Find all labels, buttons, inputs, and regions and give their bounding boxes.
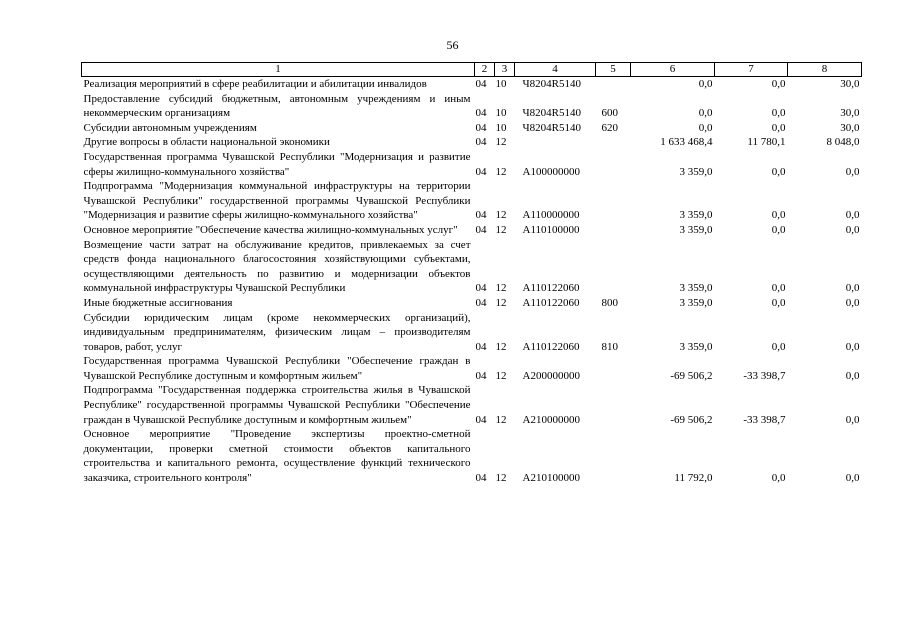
header-col-6: 6 bbox=[631, 63, 715, 77]
table-row bbox=[82, 223, 862, 238]
row-value-8: 30,0 bbox=[840, 78, 860, 90]
row-section: 04 bbox=[475, 209, 487, 222]
row-target-code: А110000000 bbox=[522, 209, 580, 222]
row-value-6: -69 506,2 bbox=[670, 369, 713, 382]
row-name: Основное мероприятие "Обеспечение качества жилищно-коммунальных услуг" bbox=[83, 223, 458, 236]
row-section: 04 bbox=[475, 136, 487, 149]
row-target-code: А100000000 bbox=[522, 165, 580, 178]
row-value-7: 0,0 bbox=[771, 165, 786, 178]
table-row bbox=[82, 311, 862, 355]
row-value-7: 0,0 bbox=[771, 209, 786, 222]
row-subsection: 10 bbox=[495, 78, 507, 90]
header-col-1: 1 bbox=[82, 63, 475, 77]
row-value-8: 30,0 bbox=[840, 107, 860, 120]
header-col-2: 2 bbox=[475, 63, 495, 77]
row-value-7: 0,0 bbox=[771, 223, 786, 236]
header-col-7: 7 bbox=[715, 63, 788, 77]
budget-table bbox=[81, 62, 862, 486]
row-value-8: 0,0 bbox=[845, 413, 860, 426]
row-value-6: 0,0 bbox=[698, 121, 713, 134]
row-value-7: 0,0 bbox=[771, 78, 786, 90]
page-number: 56 bbox=[446, 38, 459, 52]
row-target-code: А200000000 bbox=[522, 369, 580, 382]
row-subsection: 12 bbox=[495, 369, 507, 382]
table-row bbox=[82, 150, 862, 179]
row-name: Субсидии автономным учреждениям bbox=[83, 121, 257, 134]
row-section: 04 bbox=[475, 340, 487, 353]
row-value-6: 11 792,0 bbox=[674, 472, 713, 485]
row-value-7: 11 780,1 bbox=[747, 136, 786, 149]
row-section: 04 bbox=[475, 165, 487, 178]
row-target-code: А110100000 bbox=[522, 223, 580, 236]
row-expense-type: 600 bbox=[601, 107, 618, 120]
table-body bbox=[82, 77, 862, 486]
row-name: Реализация мероприятий в сфере реабилитации и абилитации инвалидов bbox=[83, 78, 427, 90]
row-target-code: Ч8204R5140 bbox=[522, 121, 581, 134]
row-target-code: А110122060 bbox=[522, 282, 580, 295]
row-value-8: 0,0 bbox=[845, 369, 860, 382]
row-expense-type bbox=[596, 427, 631, 485]
row-section: 04 bbox=[475, 413, 487, 426]
row-expense-type: 800 bbox=[601, 296, 618, 309]
row-value-6: -69 506,2 bbox=[670, 413, 713, 426]
row-expense-type: 620 bbox=[601, 121, 618, 134]
row-value-8: 0,0 bbox=[845, 223, 860, 236]
row-name: Основное мероприятие "Проведение экспертизы проектно-сметной документации, проверки сметной стоимости объектов капитального строительства и капитального ремонта, осуществление функций технического заказчика, строительного контроля" bbox=[83, 428, 471, 485]
row-value-6: 1 633 468,4 bbox=[660, 136, 713, 149]
row-target-code: Ч8204R5140 bbox=[522, 78, 581, 90]
row-target-code bbox=[515, 135, 596, 150]
row-name: Подпрограмма "Государственная поддержка строительства жилья в Чувашской Республике" государственной программы Чувашской Республики "Обеспечение граждан в Чувашской Республике доступным и комфортным жильем" bbox=[83, 384, 471, 426]
row-name: Предоставление субсидий бюджетным, автономным учреждениям и иным некоммерческим организациям bbox=[83, 92, 471, 120]
row-value-7: 0,0 bbox=[771, 107, 786, 120]
row-subsection: 10 bbox=[495, 107, 507, 120]
row-section: 04 bbox=[475, 282, 487, 295]
row-expense-type bbox=[596, 179, 631, 223]
row-value-8: 0,0 bbox=[845, 340, 860, 353]
table-header bbox=[82, 63, 862, 77]
row-subsection: 12 bbox=[495, 413, 507, 426]
table-row bbox=[82, 77, 862, 92]
row-value-8: 30,0 bbox=[840, 121, 860, 134]
table-row bbox=[82, 296, 862, 311]
row-value-6: 3 359,0 bbox=[679, 165, 713, 178]
table-row bbox=[82, 383, 862, 427]
row-name: Государственная программа Чувашской Республики "Обеспечение граждан в Чувашской Республике доступным и комфортным жильем" bbox=[83, 355, 471, 382]
row-section: 04 bbox=[475, 223, 487, 236]
row-value-6: 3 359,0 bbox=[679, 340, 713, 353]
row-expense-type: 810 bbox=[601, 340, 618, 353]
row-subsection: 10 bbox=[495, 121, 507, 134]
header-col-8: 8 bbox=[788, 63, 862, 77]
row-value-6: 3 359,0 bbox=[679, 209, 713, 222]
row-expense-type bbox=[596, 223, 631, 238]
row-expense-type bbox=[596, 383, 631, 427]
row-value-6: 3 359,0 bbox=[679, 296, 713, 309]
table-row bbox=[82, 92, 862, 121]
row-value-8: 0,0 bbox=[845, 209, 860, 222]
row-target-code: А110122060 bbox=[522, 340, 580, 353]
row-value-8: 0,0 bbox=[845, 296, 860, 309]
row-expense-type bbox=[596, 77, 631, 92]
row-value-6: 3 359,0 bbox=[679, 223, 713, 236]
row-expense-type bbox=[596, 150, 631, 179]
row-subsection: 12 bbox=[495, 223, 507, 236]
row-value-7: 0,0 bbox=[771, 282, 786, 295]
row-name: Возмещение части затрат на обслуживание кредитов, привлекаемых за счет средств фонда национального благосостояния хозяйствующими субъектами, осуществляющими деятельность по развитию и модернизации объектов коммунальной инфраструктуры Чувашской Республики bbox=[83, 238, 471, 295]
row-name: Другие вопросы в области национальной экономики bbox=[83, 136, 330, 149]
table-row bbox=[82, 135, 862, 150]
header-col-3: 3 bbox=[495, 63, 515, 77]
row-value-8: 0,0 bbox=[845, 472, 860, 485]
table-row bbox=[82, 121, 862, 136]
row-name: Иные бюджетные ассигнования bbox=[83, 296, 233, 309]
row-value-7: -33 398,7 bbox=[743, 413, 786, 426]
table-row bbox=[82, 238, 862, 296]
table-row bbox=[82, 427, 862, 485]
row-value-6: 0,0 bbox=[698, 107, 713, 120]
row-subsection: 12 bbox=[495, 282, 507, 295]
row-value-8: 8 048,0 bbox=[826, 136, 860, 149]
row-value-6: 3 359,0 bbox=[679, 282, 713, 295]
row-section: 04 bbox=[475, 107, 487, 120]
row-expense-type bbox=[596, 135, 631, 150]
table-row bbox=[82, 354, 862, 383]
row-section: 04 bbox=[475, 296, 487, 309]
row-section: 04 bbox=[475, 121, 487, 134]
row-target-code: А110122060 bbox=[522, 296, 580, 309]
row-subsection: 12 bbox=[495, 209, 507, 222]
row-value-8: 0,0 bbox=[845, 165, 860, 178]
row-expense-type bbox=[596, 238, 631, 296]
header-col-4: 4 bbox=[515, 63, 596, 77]
row-subsection: 12 bbox=[495, 340, 507, 353]
row-subsection: 12 bbox=[495, 136, 507, 149]
row-section: 04 bbox=[475, 369, 487, 382]
row-name: Субсидии юридическим лицам (кроме некоммерческих организаций), индивидуальным предпринимателям, физическим лицам – производителям товаров, работ, услуг bbox=[83, 311, 471, 353]
row-target-code: А210100000 bbox=[522, 472, 580, 485]
row-value-7: -33 398,7 bbox=[743, 369, 786, 382]
header-row bbox=[82, 63, 862, 77]
row-section: 04 bbox=[475, 472, 487, 485]
row-value-7: 0,0 bbox=[771, 121, 786, 134]
row-value-7: 0,0 bbox=[771, 472, 786, 485]
row-value-7: 0,0 bbox=[771, 340, 786, 353]
row-value-8: 0,0 bbox=[845, 282, 860, 295]
row-subsection: 12 bbox=[495, 165, 507, 178]
header-col-5: 5 bbox=[596, 63, 631, 77]
row-expense-type bbox=[596, 354, 631, 383]
row-section: 04 bbox=[475, 78, 487, 90]
row-target-code: Ч8204R5140 bbox=[522, 107, 581, 120]
row-target-code: А210000000 bbox=[522, 413, 580, 426]
row-value-6: 0,0 bbox=[698, 78, 713, 90]
row-subsection: 12 bbox=[495, 472, 507, 485]
row-name: Государственная программа Чувашской Республики "Модернизация и развитие сферы жилищно-коммунального хозяйства" bbox=[83, 150, 471, 178]
row-name: Подпрограмма "Модернизация коммунальной инфраструктуры на территории Чувашской Республики" государственной программы Чувашской Республики "Модернизация и развитие сферы жилищно-коммунального хозяйства" bbox=[83, 180, 471, 222]
table-row bbox=[82, 179, 862, 223]
row-value-7: 0,0 bbox=[771, 296, 786, 309]
row-subsection: 12 bbox=[495, 296, 507, 309]
